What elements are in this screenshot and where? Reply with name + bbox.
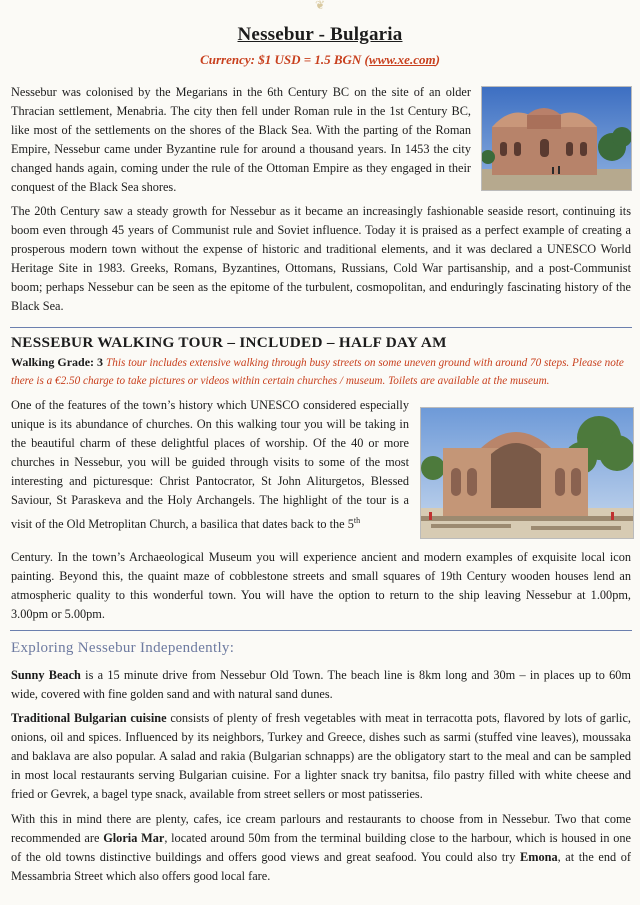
tour-body-bottom: Century. In the town’s Archaeological Museum you will experience ancient and modern examples of exquisite local icon painting. Beyond this, the quaint maze of cobblestone streets and small squares of 19th Century wooden houses lend an atmospheric quality to this wonderful town. You will have the option to return to the ship leaving Nessebur at 1.00pm, 3.00pm or 5.00pm. [11, 550, 631, 622]
walking-grade-label: Walking Grade: 3 [11, 355, 104, 369]
explore-heading: Exploring Nessebur Independently: [11, 640, 235, 656]
sunny-beach-text: is a 15 minute drive from Nessebur Old Town. The beach line is 8km long and 30m – in places up to 60m wide, covered with fine golden sand and with natural sand dunes. [11, 668, 631, 702]
page-title: Nessebur - Bulgaria [237, 24, 403, 45]
section-divider-tour [10, 327, 632, 328]
cafes-text-3: , at the end of Messambria Street which also offers good local fare. [11, 850, 631, 884]
sunny-beach-paragraph [11, 666, 631, 704]
currency-line [0, 52, 640, 68]
cafes-text-1: With this in mind there are plenty, cafes, ice cream parlours and restaurants to choose from in Nessebur. Two that come recommended are [11, 812, 631, 846]
tour-body-top [11, 396, 409, 534]
church-photo-basilica [420, 407, 634, 539]
tour-body-superscript: th [353, 515, 361, 525]
intro-paragraph-1: Nessebur was colonised by the Megarians in the 6th Century BC on the site of an older Thracian settlement, Menabria. The city then fell under Roman rule in the 1st Century BC, like most of the settlements on the shores of the Black Sea. With the parting of the Roman Empire, Nessebur came under Byzantine rule for around a thousand years. In 1453 the city changed hands again, coming under the rule of the Ottoman Empire as they engaged in their conquest of the Black Sea shores. [11, 85, 471, 195]
cafes-text-2: , located around 50m from the terminal building close to the harbour, which is housed in one of the old towns distinctive buildings and offers good views and great seafood. You could also try [11, 831, 631, 865]
cuisine-text: consists of plenty of fresh vegetables with meat in terracotta pots, flavored by lots of garlic, onions, oil and spices. Influenced by its neighbors, Turkey and Greece, dishes such as sarmi (stuffed vine leaves), moussaka and baklava are also popular. A salad and rakia (Bulgarian schnapps) are the obligatory start to the meal and can be sampled in most local restaurants serving Bulgarian cuisine. For a lighter snack try banitsa, filo pastry filled with white cheese and fried or Gevrek, a bagel type snack, available from street sellers or most patisseries. [11, 711, 631, 802]
currency-link[interactable]: www.xe.com [368, 52, 436, 67]
walking-grade-line [11, 354, 631, 390]
sunny-beach-label: Sunny Beach [11, 668, 81, 682]
gloria-mar-label: Gloria Mar [103, 831, 165, 846]
walking-grade-note: This tour includes extensive walking through busy streets on some uneven ground with around 70 steps. Please note there is a €2.50 charge to take pictures or videos within certain churches / museum. Toilets are available at the museum. [11, 357, 624, 387]
emona-label: Emona [520, 850, 558, 865]
church-photo-pantocrator [481, 86, 632, 191]
intro-paragraph-2: The 20th Century saw a steady growth for Nessebur as it became an increasingly fashionable seaside resort, continuing its boom even through 45 years of Communist rule and Soviet influence. Today it is praised as a perfect example of creating a prosperous modern town without the expense of historic and traditional elements, and it was declared a UNESCO World Heritage Site in 1983. Greeks, Romans, Byzantines, Ottomans, Russians, Cold War partisanship, and a post-Communist boom; perhaps Nessebur can be seen as the epitome of the turbulent, cosmopolitan, and enduringly fascinating history of the Black Sea. [11, 204, 631, 314]
top-ornament: ❦ [314, 0, 326, 12]
section-divider-explore [10, 630, 632, 631]
cuisine-label: Traditional Bulgarian cuisine [11, 711, 167, 725]
tour-body-part1: One of the features of the town’s history which UNESCO considered especially unique is its abundance of churches. On this walking tour you will be taking in the beautiful charm of these delightful places of worship. Of the 40 or more churches in Nessebur, you will be guided through visits to some of the most interesting and picturesque: Christ Pantocrator, St John Aliturgetos, Blessed Saviour, St Paraskeva and the Holy Archangels. The highlight of the tour is a visit of the Old Metroplitan Church, a basilica that dates back to the 5 [11, 398, 409, 531]
cafes-paragraph [11, 810, 631, 886]
tour-heading: NESSEBUR WALKING TOUR – INCLUDED – HALF DAY AM [11, 334, 447, 351]
cuisine-paragraph [11, 709, 631, 804]
currency-prefix: Currency: $1 USD = 1.5 BGN ( [200, 52, 369, 67]
currency-suffix: ) [435, 52, 440, 67]
